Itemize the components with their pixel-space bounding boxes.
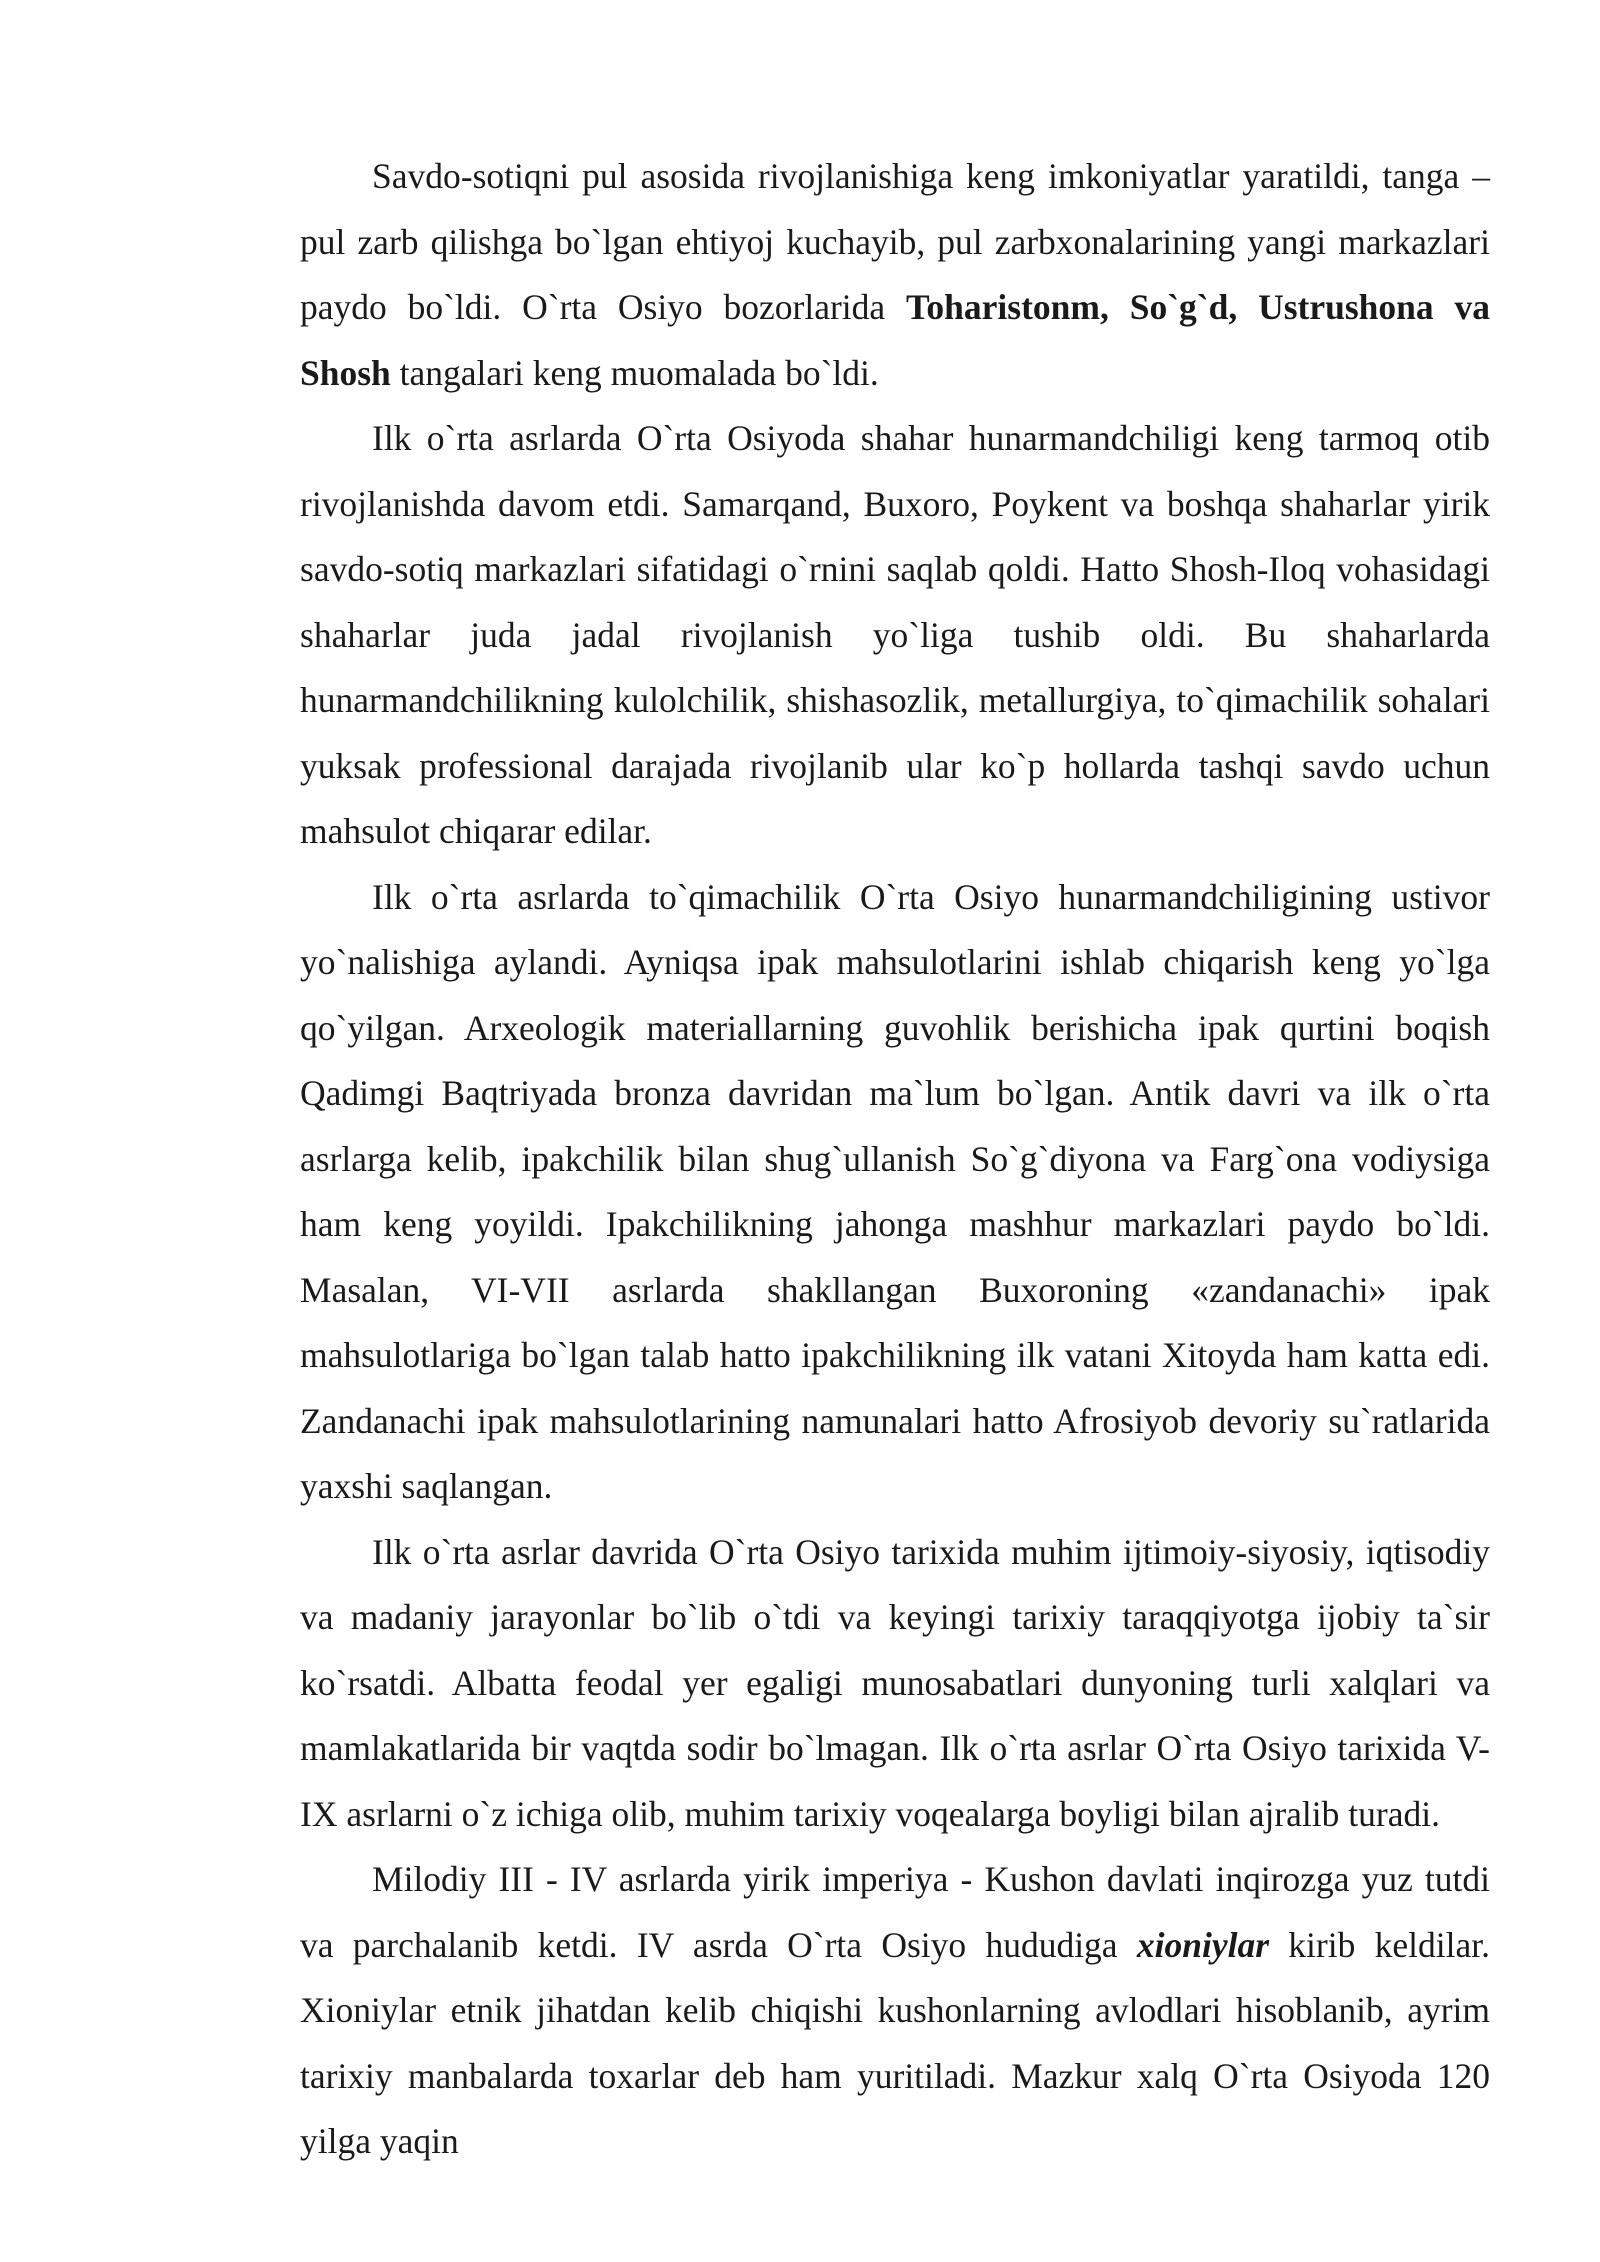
text-run: Ilk o`rta asrlarda O`rta Osiyoda shahar hunarmandchiligi keng tarmoq otib rivojlanishda davom etdi. Samarqand, Buxoro, Poykent va boshqa shaharlar yirik savdo-sotiq markazlari sifatidagi o`rnini saqlab qoldi. Hatto Shosh-Iloq vohasidagi shaharlar juda jadal rivojlanish yo`liga tushib oldi. Bu shaharlarda hunarmandchilikning kulolchilik, shishasozlik, metallurgiya, to`qimachilik sohalari yuksak professional darajada rivojlanib ular ko`p hollarda tashqi savdo uchun mahsulot chiqarar edilar. [300, 418, 1490, 851]
paragraph-3 [300, 865, 1490, 1520]
document-page [300, 144, 1490, 2175]
text-run: tangalari keng muomalada bo`ldi. [390, 352, 879, 393]
emphasized-term: xioniylar [1136, 1924, 1270, 1965]
paragraph-5 [300, 1847, 1490, 2175]
bold-italic-text-run [1137, 1925, 1269, 1965]
text-run: kirib keldilar. Xioniylar etnik jihatdan kelib chiqishi kushonlarning avlodlari hisoblanib, ayrim tarixiy manbalarda toxarlar deb ham yuritiladi. Mazkur xalq O`rta Osiyoda 120 yilga yaqin [300, 1924, 1490, 2161]
bold-text-run: Toharistonm, So`g`d, Ustrushona va Shosh [300, 287, 1490, 393]
text-run: Ilk o`rta asrlar davrida O`rta Osiyo tarixida muhim ijtimoiy-siyosiy, iqtisodiy va madaniy jarayonlar bo`lib o`tdi va keyingi tarixiy taraqqiyotga ijobiy ta`sir ko`rsatdi. Albatta feodal yer egaligi munosabatlari dunyoning turli xalqlari va mamlakatlarida bir vaqtda sodir bo`lmagan. Ilk o`rta asrlar O`rta Osiyo tarixida V-IX asrlarni o`z ichiga olib, muhim tarixiy voqealarga boyligi bilan ajralib turadi. [300, 1531, 1490, 1834]
paragraph-2 [300, 406, 1490, 865]
text-run: Milodiy III - IV asrlarda yirik imperiya - Kushon davlati inqirozga yuz tutdi va parchalanib ketdi. IV asrda O`rta Osiyo hududiga [300, 1859, 1490, 1965]
text-run: Ilk o`rta asrlarda to`qimachilik O`rta Osiyo hunarmandchiligining ustivor yo`nalishiga aylandi. Ayniqsa ipak mahsulotlarini ishlab chiqarish keng yo`lga qo`yilgan. Arxeologik materiallarning guvohlik berishicha ipak qurtini boqish Qadimgi Baqtriyada bronza davridan ma`lum bo`lgan. Antik davri va ilk o`rta asrlarga kelib, ipakchilik bilan shug`ullanish So`g`diyona va Farg`ona vodiysiga ham keng yoyildi. Ipakchilikning jahonga mashhur markazlari paydo bo`ldi. Masalan, VI-VII asrlarda shakllangan Buxoroning «zandanachi» ipak mahsulotlariga bo`lgan talab hatto ipakchilikning ilk vatani Xitoyda ham katta edi. Zandanachi ipak mahsulotlarining namunalari hatto Afrosiyob devoriy su`ratlarida yaxshi saqlangan. [300, 876, 1490, 1506]
paragraph-4 [300, 1520, 1490, 1848]
paragraph-1 [300, 144, 1490, 406]
text-run: Savdo-sotiqni pul asosida rivojlanishiga keng imkoniyatlar yaratildi, tanga – pul zarb qilishga bo`lgan ehtiyoj kuchayib, pul zarbxonalarining yangi markazlari paydo bo`ldi. O`rta Osiyo bozorlarida [300, 156, 1490, 327]
